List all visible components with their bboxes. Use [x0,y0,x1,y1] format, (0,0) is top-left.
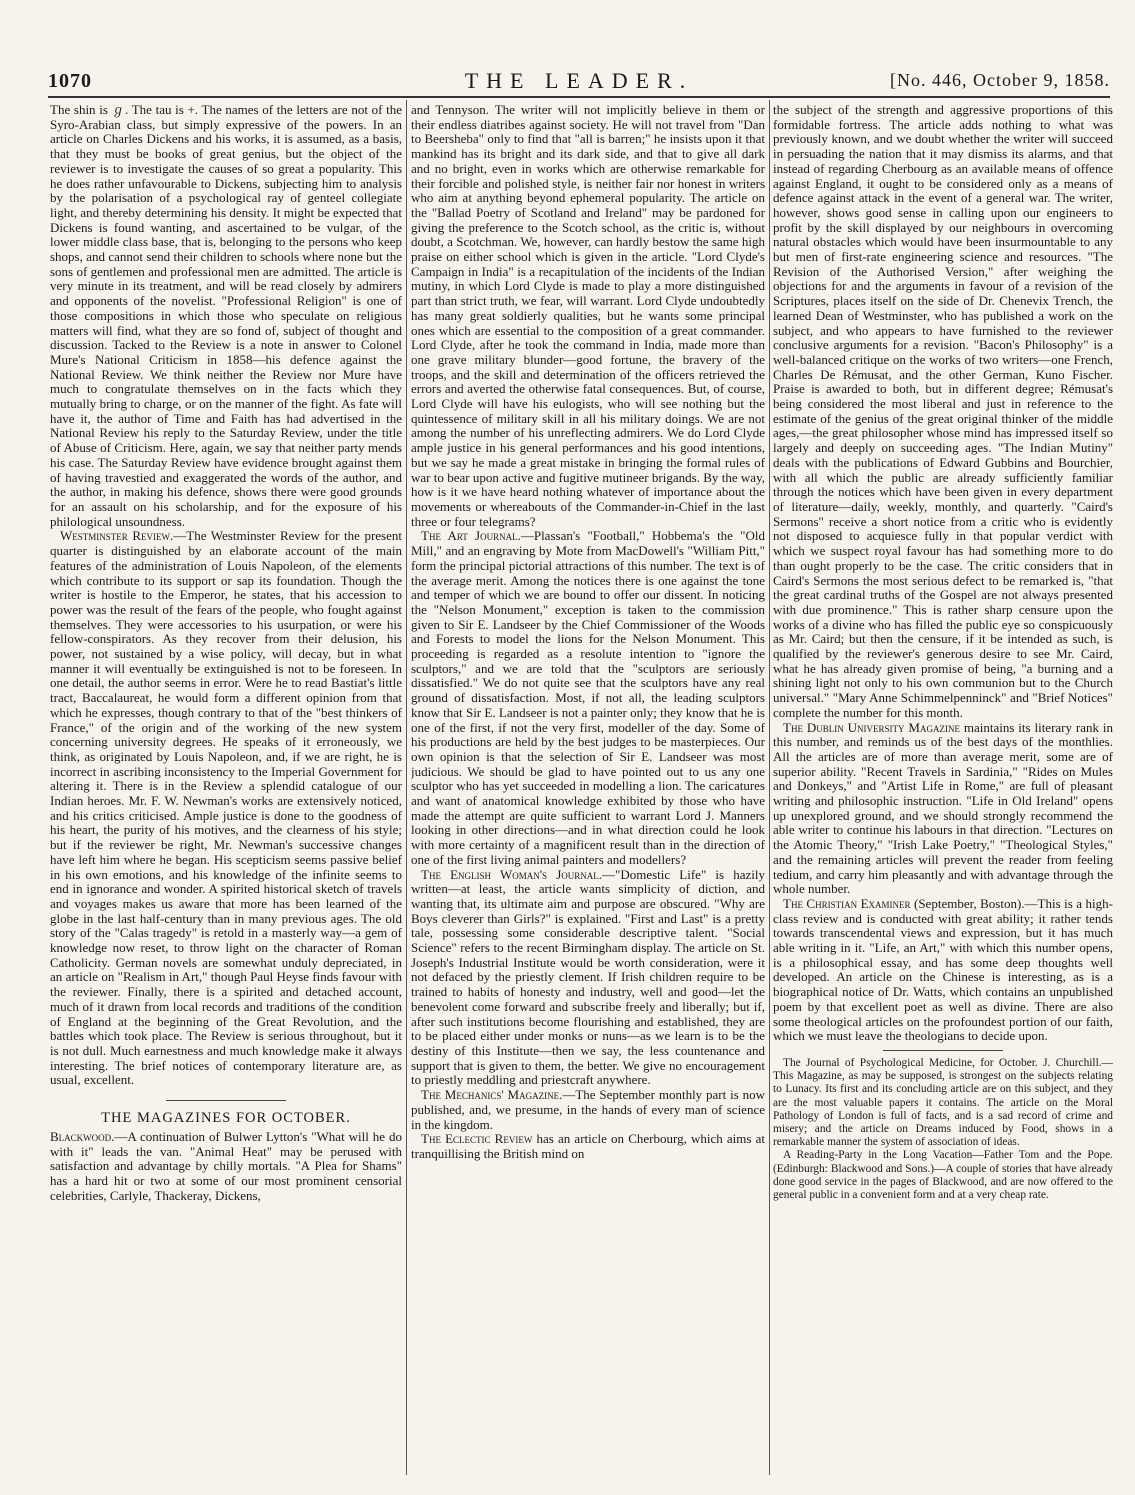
newspaper-title: THE LEADER. [464,68,694,93]
dublin-university-magazine-text: maintains its literary rank in this number, and reminds us of the best days of the monthlies. All the articles are of more than average merit, some are of superior ability. "Recent Travels in Sardinia," "Rides on Mules and Donkeys," and "Artist Life in Rome," are full of pleasant writing and philosophic instruction. "Life in Old Ireland" opens up unexplored ground, and we should strongly recommend the able writer to continue his labours in that direction. "Lectures on the Atomic Theory," "Irish Lake Poetry," "Theological Styles," and the remaining articles will prevent the reader from feeling tedium, and carry him pleasantly and with advantage through the whole number. [773,719,1113,897]
art-journal-lead: The Art Journal. [421,528,521,544]
masthead [48,66,1110,96]
blackwood-continued-paragraph: and Tennyson. The writer will not implicitly believe in them or their endless diatribes against society. He will not travel from "Dan to Beersheba" only to find that "all is barren;" he insists upon it that mankind has its bright and its dark side, and that to give all dark and no bright, even in works which are otherwise remarkable for their forcible and polished style, is neither fair nor honest in writers who aim at anything beyond ephemeral popularity. The article on the "Ballad Poetry of Scotland and Ireland" may be pardoned for giving the preference to the Scotch school, as the critic is, without doubt, a Scotchman. We, however, can hardly bestow the same high praise on either school which is given in the article. "Lord Clyde's Campaign in India" is a recapitulation of the incidents of the Indian mutiny, in which Lord Clyde is made to play a more distinguished part than strict truth, we fear, will warrant. Lord Clyde undoubtedly has many great soldierly qualities, but he wants some principal ones which are essential to the composition of a great commander. Lord Clyde, after he took the command in India, made more than one grave military blunder—good fortune, the bravery of the troops, and the skill and determination of the officers retrieved the errors and averted the otherwise fatal consequences. But, of course, Lord Clyde will have his eulogists, who will see nothing but the quintessence of military skill in all his military doings. We are not among the number of his unreflecting admirers. We do Lord Clyde ample justice in his general performances and his good intentions, but we say he made a great mistake in bringing the formal rules of war to bear upon active and fugitive mutineer brigands. By the way, how is it we have heard nothing whatever of importance about the movements or whereabouts of the Commander-in-Chief in the last three or four telegrams? [411,103,765,529]
section-rule [166,1100,286,1101]
english-womans-journal-text: —"Domestic Life" is hazily written—at least, the article wants simplicity of diction, and wanting that, its ultimate aim and purpose are obscured. "Why are Boys cleverer than Girls?" is explained. "First and Last" is a pretty tale, possessing some considerable descriptive talent. "Social Science" refers to the recent Birmingham display. The article on St. Joseph's Industrial Institute would be worth consideration, were it not defaced by the priestly clement. If Irish children require to be trained to habits of honesty and industry, well and good—let the benevolent come forward and subscribe freely and liberally; but if, after such institutions become flourishing and established, they are to be placed either under monks or nuns—as we learn is to be the destiny of this Institute—then we say, the less countenance and support that is given to them, the better. We give no encouragement to priestly meddling and priestcraft anywhere. [411,866,765,1088]
mechanics-magazine-paragraph [411,1088,765,1132]
english-womans-journal-paragraph [411,868,765,1089]
christian-examiner-lead: The Christian Examiner [783,895,911,911]
psychological-medicine-notice: The Journal of Psychological Medicine, for October. J. Churchill.—This Magazine, as may be supposed, is strongest on the subjects relating to Lunacy. Its first and its concluding article are on this subject, and they are the most valuable papers it contains. The article on the Moral Pathology of London is full of facts, and is a sad record of crime and misery; and the article on Dreams induced by Food, shows in a remarkable manner the system of association of ideas. [773,1057,1113,1149]
art-journal-paragraph [411,529,765,867]
column-1 [50,103,402,1473]
dublin-university-magazine-paragraph [773,721,1113,897]
eclectic-review-paragraph [411,1132,765,1161]
issue-date: [No. 446, October 9, 1858. [890,70,1110,90]
page-number: 1070 [48,70,92,92]
dublin-university-magazine-lead: The Dublin University Magazine [783,719,960,735]
eclectic-review-continued-paragraph: the subject of the strength and aggressive proportions of this formidable fortress. The article adds nothing to what was previously known, and we doubt whether the writer will succeed in persuading the nation that it may dismiss its alarms, and that instead of regarding Cherbourg as an available means of offence against England, it ought to be considered only as a means of defence against attack in the event of a general war. The writer, however, shows good sense in calling upon our engineers to profit by the skill displayed by our neighbours in overcoming natural obstacles which would have been insurmountable to any but men of first-rate engineering science and resources. "The Revision of the Authorised Version," after weighing the objections for and the arguments in favour of a revision of the Scriptures, places itself on the side of Dr. Chenevix Trench, the learned Dean of Westminster, who has published a work on the subject, and who appears to have furnished to the reviewer conclusive arguments for a revision. "Bacon's Philosophy" is a well-balanced critique on the works of two writers—one French, Charles De Rémusat, and the other German, Kuno Fischer. Praise is awarded to both, but in different degree; Rémusat's being considered the most liberal and just in reference to the estimate of the genius of the great original thinker of the middle ages,—the great philosopher whose mind has impressed itself so largely and deeply on succeeding ages. "The Indian Mutiny" deals with the publications of Edward Gubbins and Bourchier, with all which the public are already sufficiently familiar through the notices which have been given in every department of literature—daily, weekly, monthly, and quarterly. "Caird's Sermons" receive a short notice from a critic who is evidently not disposed to acquiesce fully in that popular verdict with which we suspect royal favour has had something more to do than ought properly to be the case. The critic considers that in Caird's Sermons the most serious defect to be remarked is, "that the great cardinal truths of the Gospel are not always presented with due prominence." This is rather sharp censure upon the works of a divine who has filled the public eye so conspicuously as Mr. Caird; but then the censure, if it be intended as such, is qualified by the reviewer's generous desire to see Mr. Caird, what he has already given promise of being, "a burning and a shining light not only to his own communion but to the Church universal." "Mary Anne Schimmelpenninck" and "Brief Notices" complete the number for this month. [773,103,1113,720]
blackwood-lead: Blackwood. [50,1128,115,1144]
westminster-review-paragraph [50,529,402,1088]
column-3 [773,103,1113,1473]
mechanics-magazine-text: —The September monthly part is now published, and, we presume, in the hands of every man of science in the kingdom. [411,1087,765,1132]
blackwood-text: —A continuation of Bulwer Lytton's "What will he do with it" leads the van. "Animal Heat" may be perused with satisfaction and advantage by chilly mortals. "A Plea for Shams" has a hard hit or two at some of our most prominent censorial celebrities, Carlyle, Thackeray, Dickens, [50,1128,402,1203]
christian-examiner-paragraph [773,897,1113,1044]
art-journal-text: —Plassan's "Football," Hobbema's the "Old Mill," and an engraving by Mote from MacDowell's "William Pitt," form the principal pictorial attractions of this number. The text is of the average merit. Among the notices there is one against the tone and temper of which we are bound to offer our dissent. In noticing the "Nelson Monument," exception is taken to the commission given to Sir E. Landseer by the Chief Commissioner of the Woods and Forests to model the lions for the Nelson Monument. This proceeding is regarded as a resolute intention to "ignore the sculptors," and we are told that the "sculptors are seriously dissatisfied." We do not quite see that the sculptors have any real ground of dissatisfaction. Most, if not all, the leading sculptors know that Sir E. Landseer is not a painter only; they know that he is one of the first, if not the very first, modeller of the day. Some of his productions are held by the best judges to be masterpieces. Our own opinion is that the selection of Sir E. Landseer was most judicious. We should be glad to have pointed out to us any one sculptor who has yet succeeded in modelling a lion. The caricatures and want of anatomical knowledge exhibited by those who have made the attempt are quite sufficient to warrant Lord J. Manners looking in other directions—and in what direction could he look with more certainty of a magnificent result than in the direction of one of the first living animal painters and modellers? [411,528,765,867]
eclectic-review-lead: The Eclectic Review [421,1131,533,1147]
westminster-review-text: —The Westminster Review for the present quarter is distinguished by an elaborate account of the main features of the administration of Louis Napoleon, of the elements which contribute to its support or sap its foundation. Though the writer is hostile to the Emperor, he states, that his accession to power was the result of the fears of the people, who fought against themselves. They were accessories to his usurpation, or were his fellow-conspirators. As they recover from their delusion, his power, not sustained by a wise policy, will decay, but in what manner it will eventually be extinguished is not to be foreseen. In one detail, the author seems in error. Were he to read Bastiat's little tract, Baccalaureat, he would form a different opinion from that which he expresses, though contrary to that of the "best thinkers of France," of the origin and of the working of the new system concerning university degrees. He speaks of it erroneously, we think, as originated by Louis Napoleon, and, if we are right, he is incorrect in ascribing inconsistency to the Imperial Government for altering it. There is in the Review a splendid catalogue of our Indian heroes. Mr. F. W. Newman's works are extensively noticed, and his critics criticised. Ample justice is done to the goodness of his heart, the purity of his motives, and the clearness of his style; but if the reviewer be right, Mr. Newman's successive changes have left him where he began. His scepticism seems passive belief in his own emotions, and his knowledge of the infinite seems to end in ignorance and wonder. A spirited historical sketch of travels and voyages makes us aware that more has been learned of the globe in the last half-century than in many previous ages. The old story of the "Calas tragedy" is retold in a masterly way—a gem of knowledge now reset, to throw light on the character of Roman Catholicity. German novels are somewhat unduly depreciated, in an article on "Realism in Art," though Paul Heyse finds favour with the reviewer. Finally, there is a spirited and detached account, much of it drawn from local records and traditions of the condition of England at the beginning of the Great Revolution, and the battles which took place. The Review is serious throughout, but it is not dull. Much earnestness and much knowledge make it always interesting. The brief notices of contemporary literature are, as usual, excellent. [50,528,402,1088]
column-2 [411,103,765,1473]
notice-rule [883,1050,1003,1051]
eclectic-review-text: has an article on Cherbourg, which aims at tranquillising the British mind on [411,1131,765,1161]
christian-examiner-text: (September, Boston).—This is a high-class review and is conducted with great ability; it rather tends towards transcendental views and expression, but it has much able writing in it. "Life, an Art," with which this number opens, is a philosophical essay, and has some deep thoughts well developed. An article on the Chinese is interesting, as is a biographical notice of Dr. Watts, which contains an unpublished poem by that excellent poet as well as divine. There are also some theological articles on the profoundest portion of our faith, which we must leave the theologians to decide upon. [773,895,1113,1044]
blackwood-paragraph [50,1130,402,1204]
westminster-review-lead: Westminster Review. [60,528,174,544]
column-divider [769,100,770,1475]
mechanics-magazine-lead: The Mechanics' Magazine. [421,1087,563,1103]
column-divider [406,100,407,1475]
english-womans-journal-lead: The English Woman's Journal. [421,866,603,882]
section-heading: THE MAGAZINES FOR OCTOBER. [101,1110,351,1127]
reading-party-notice: A Reading-Party in the Long Vacation—Father Tom and the Pope. (Edinburgh: Blackwood and Sons.)—A couple of stories that have already done good service in the pages of Blackwood, and are now offered to the general public in a convenient form and at a very cheap rate. [773,1149,1113,1202]
national-review-paragraph: The shin is ℊ. The tau is +. The names of the letters are not of the Syro-Arabian class, but simply expressive of the powers. In an article on Charles Dickens and his works, it is assumed, as a basis, that they must be books of great genius, but the object of the reviewer is to investigate the causes of so great a popularity. This he does rather unfavourable to Dickens, subjecting him to analysis by the polarisation of a psychological ray of genteel collegiate light, and thereby determining his density. It might be expected that Dickens is found wanting, and ascertained to be vulgar, of the lower middle class base, that is, belonging to the persons who keep shops, and cannot send their children to schools where none but the sons of gentlemen and professional men are admitted. The article is very minute in its treatment, and will be read closely by admirers and opponents of the novelist. "Professional Religion" is one of those compositions in which those who speculate on religious matters will find, what they are so fond of, subject of thought and discussion. Tacked to the Review is a note in answer to Colonel Mure's National Criticism in 1858—his defence against the National Review. We think neither the Review nor Mure have much to congratulate themselves on in the facts which they mutually bring to charge, or on the manner of the fight. As fate will have it, the author of Time and Faith has had advertised in the National Review his reply to the Saturday Review, under the title of Abuse of Criticism. Here, again, we say that neither party mends his case. The Saturday Review have evidence brought against them of having travestied and exaggerated the words of the author, and the author, in making his defence, shows there were good grounds for an assault on his scholarship, and for the exposure of his philological unsoundness. [50,103,402,529]
masthead-rule [48,96,1110,98]
